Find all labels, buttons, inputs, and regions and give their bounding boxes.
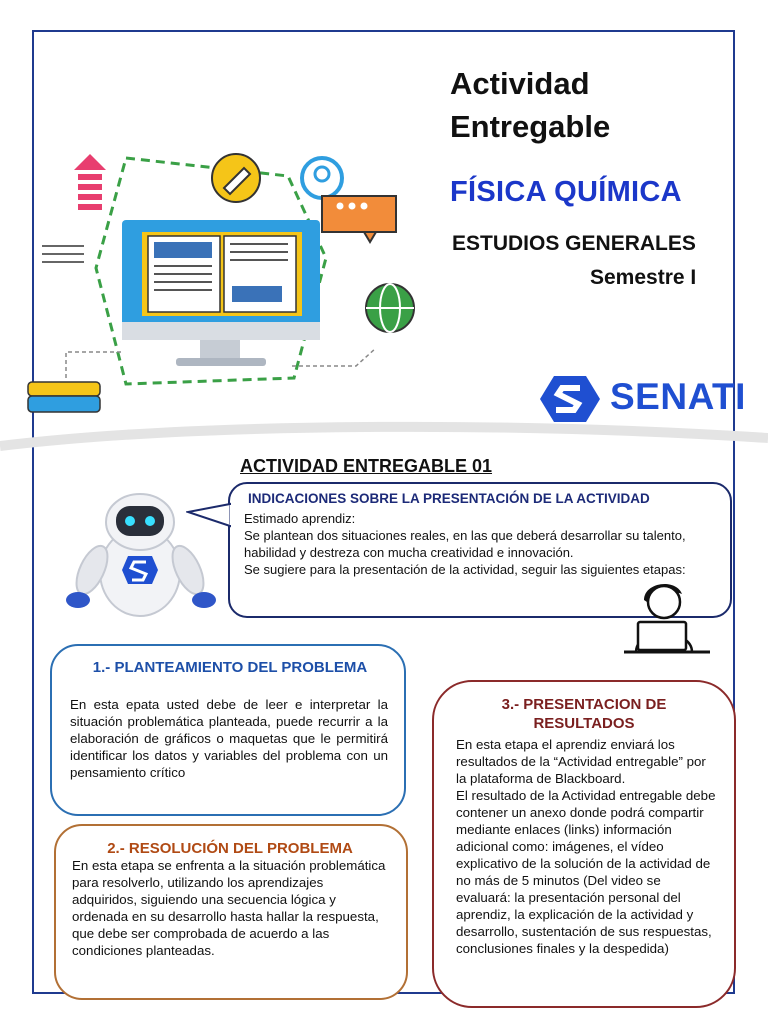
step-title-1: 1.- PLANTEAMIENTO DEL PROBLEMA [92, 659, 368, 676]
page-title: Actividad Entregable [450, 66, 611, 144]
subject-title: FÍSICA QUÍMICA [450, 176, 682, 208]
indications-title: INDICACIONES SOBRE LA PRESENTACIÓN DE LA ACTIVIDAD [248, 491, 650, 506]
activity-heading: ACTIVIDAD ENTREGABLE 01 [240, 456, 493, 476]
senati-logo-icon [538, 374, 602, 424]
indications-text: Estimado aprendiz: Se plantean dos situaciones reales, en las que deberá desarrollar su talento, habilidad y destreza con mucha creatividad e innovación. Se sugiere para la presentación de la actividad, seguir las siguientes etapas: [244, 511, 686, 577]
step-title-3: 3.- PRESENTACION DE RESULTADOS [501, 696, 667, 732]
brand-name: SENATI [610, 376, 746, 417]
person-laptop-icon [620, 576, 716, 656]
step-text-3: En esta etapa el aprendiz enviará los resultados de la “Actividad entregable” por la plataforma de Blackboard. El resultado de la Actividad entregable debe contener un anexo donde podrá compartir mediante enlaces (links) información adicional como: imágenes, el vídeo explicativo de la solución de la actividad de no más de 5 minutos (Del video se evaluará: la presentación personal del aprendiz, la explicación de la actividad y desarrollo, sustentación de sus respuestas, conclusiones finales y la despedida) [456, 737, 716, 956]
step-text-2: En esta etapa se enfrenta a la situación problemática para resolverlo, utilizando los aprendizajes adquiridos, siguiendo una secuencia lógica y ordenada en su desarrollo hasta hallar la respuesta, que debe ser comprobada de acuerdo a las condiciones planteadas. [72, 858, 386, 958]
computer-book-illustration [26, 148, 426, 418]
decorative-wave [0, 418, 768, 458]
step-text-1: En esta epata usted debe de leer e interpretar la situación problemática planteada, puede recurrir a la elaboración de gráficos o maquetas que le permitirá identificar los datos y variables del problema con un pensamiento crítico [70, 697, 388, 780]
semester-label: Semestre I [590, 266, 697, 289]
step-title-2: 2.- RESOLUCIÓN DEL PROBLEMA [107, 840, 353, 857]
program-label: ESTUDIOS GENERALES [452, 232, 696, 255]
